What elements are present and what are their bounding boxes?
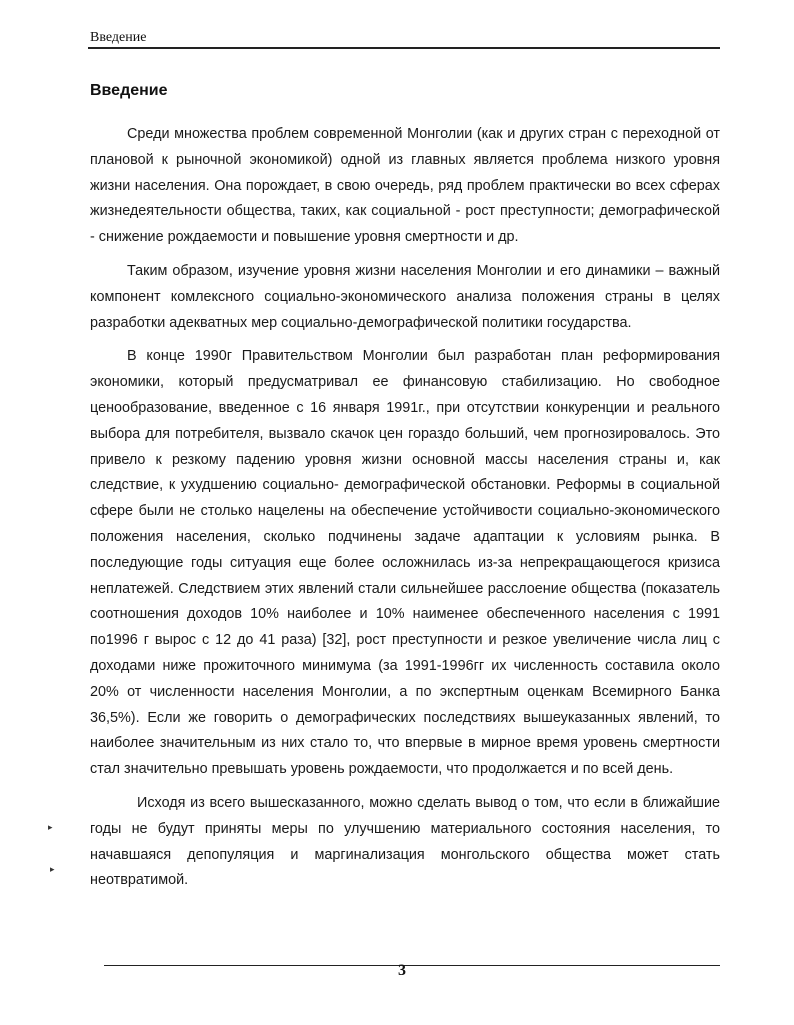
paragraph-3: В конце 1990г Правительством Монголии был разработан план реформирования экономики, который предусматривал ее финансовую стабилизацию. Но свободное ценообразование, введенное с 16 января 1991г., при отсутствии конкуренции и реального выбора для потребителя, вызвало скачок цен гораздо больший, чем прогнозировалось. Это привело к резкому падению уровня жизни основной массы населения страны и, как следствие, к ухудшению социально- демографической обстановки. Реформы в социальной сфере были не столько нацелены на обеспечение устойчивости социально-экономического положения населения, сколько подчинены задаче адаптации к условиям рынка. В последующие годы ситуация еще более осложнилась из-за непрекращающегося кризиса неплатежей. Следствием этих явлений стали сильнейшее расслоение общества (показатель соотношения доходов 10% наиболее и 10% наименее обеспеченного населения с 1991 по1996 г вырос с 12 до 41 раза) [32], рост преступности и резкое увеличение числа лиц с доходами ниже прожиточного минимума (за 1991-1996гг их численность составила около 20% от численности населения Монголии, а по экспертным оценкам Всемирного Банка 36,5%). Если же говорить о демографических последствиях вышеуказанных явлений, то наиболее значительным из них стало то, что впервые в мирное время уровень смертности стал значительно превышать уровень рождаемости, что продолжается и по всей день.: [90, 348, 720, 778]
paragraph-2: Таким образом, изучение уровня жизни населения Монголии и его динамики – важный компонент комлексного социально-экономического анализа положения страны в целях разработки адекватных мер социально-демографической политики государства.: [90, 262, 720, 331]
margin-mark: ▸: [48, 822, 53, 832]
body-text: [90, 122, 720, 902]
header-rule: [88, 47, 720, 49]
paragraph-4: Исходя из всего вышесказанного, можно сделать вывод о том, что если в ближайшие годы не будут приняты меры по улучшению материального состояния населения, то начавшаяся депопуляция и маргинализация монгольского общества может стать неотвратимой.: [90, 794, 720, 889]
margin-mark: ▸: [50, 864, 55, 874]
footer-rule: [104, 965, 720, 966]
page-number: 3: [398, 962, 406, 979]
paragraph-1: Среди множества проблем современной Монголии (как и других стран с переходной от плановой к рыночной экономикой) одной из главных является проблема низкого уровня жизни населения. Она порождает, в свою очередь, ряд проблем практически во всех сферах жизнедеятельности общества, таких, как социальной - рост преступности; демографической - снижение рождаемости и повышение уровня смертности и др.: [90, 126, 720, 246]
running-header: Введение: [90, 30, 147, 45]
section-title: Введение: [90, 82, 168, 99]
